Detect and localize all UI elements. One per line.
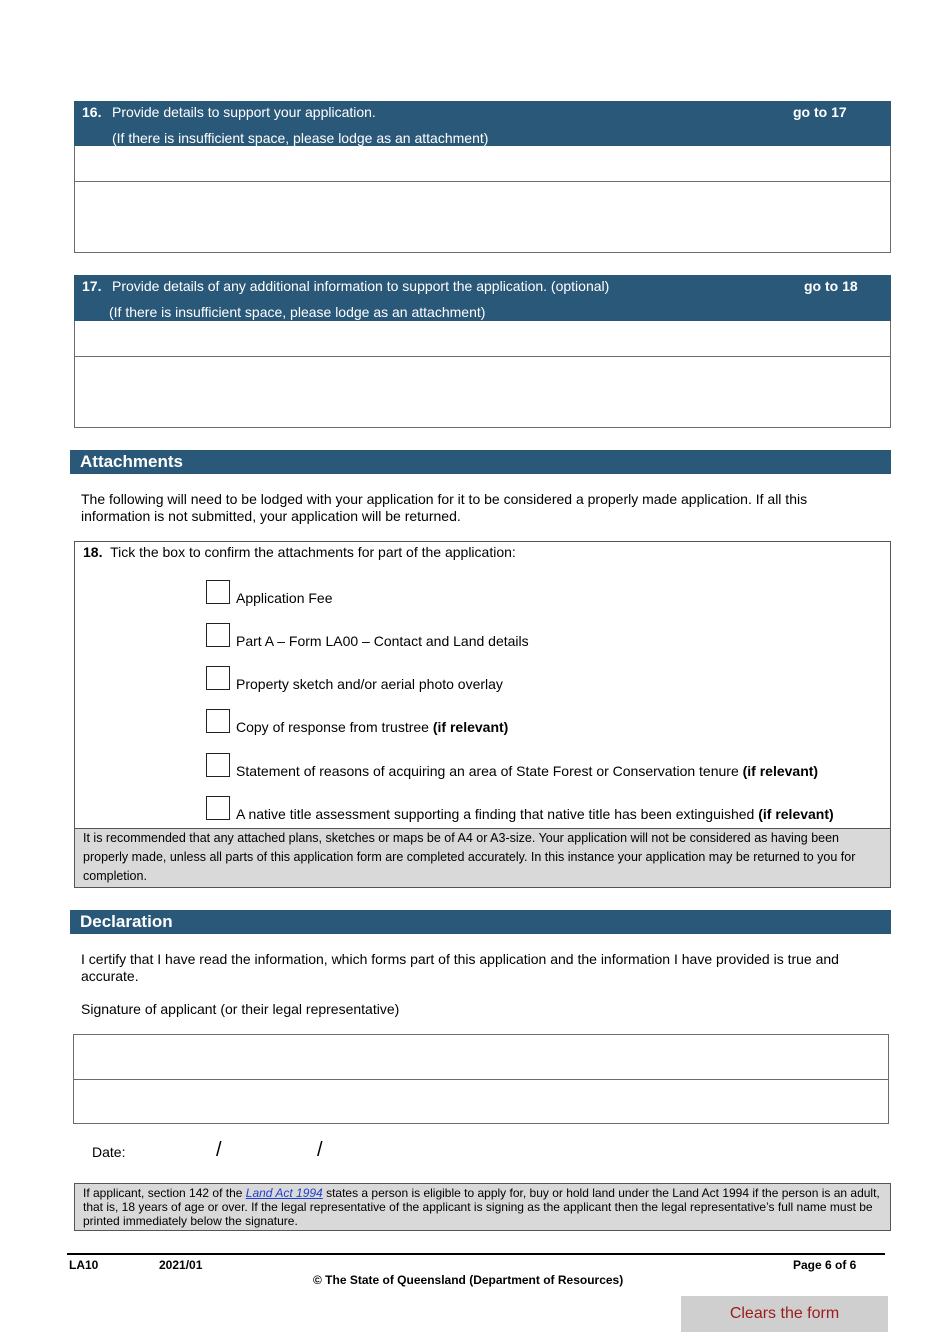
date-month-field[interactable] bbox=[232, 1140, 312, 1162]
date-year-field[interactable] bbox=[333, 1140, 433, 1162]
attachments-intro: The following will need to be lodged with your application for it to be considered a properly made application. If all this information is not submitted, your application will be returned. bbox=[81, 491, 808, 524]
q16-line-3[interactable] bbox=[74, 217, 891, 253]
signature-field[interactable] bbox=[73, 1034, 889, 1080]
attachment-label: Statement of reasons of acquiring an area of State Forest or Conservation tenure (if relevant) bbox=[236, 763, 819, 779]
checkbox-application-fee[interactable] bbox=[206, 580, 230, 604]
attachment-label: A native title assessment supporting a finding that native title has been extinguished (if relevant) bbox=[236, 806, 834, 822]
q16-goto: go to 17 bbox=[793, 104, 847, 120]
date-separator-2: / bbox=[317, 1139, 323, 1161]
q16-title: Provide details to support your application. bbox=[112, 104, 376, 120]
signature-label: Signature of applicant (or their legal representative) bbox=[81, 1001, 400, 1017]
date-separator-1: / bbox=[216, 1139, 222, 1161]
q17-title: Provide details of any additional information to support the application. (optional) bbox=[112, 278, 610, 294]
q17-line-1[interactable] bbox=[74, 321, 891, 357]
attachment-label: Copy of response from trustree (if relevant) bbox=[236, 719, 509, 735]
footer-divider bbox=[67, 1253, 885, 1255]
date-label: Date: bbox=[92, 1144, 126, 1160]
clear-form-button[interactable]: Clears the form bbox=[681, 1296, 888, 1332]
footer-version: 2021/01 bbox=[159, 1258, 203, 1272]
footer-form-code: LA10 bbox=[69, 1258, 99, 1272]
q17-line-2[interactable] bbox=[74, 357, 891, 393]
q16-subtitle: (If there is insufficient space, please lodge as an attachment) bbox=[112, 130, 489, 146]
q16-line-2[interactable] bbox=[74, 182, 891, 218]
q17-number: 17. bbox=[82, 278, 102, 294]
checkbox-part-a-form[interactable] bbox=[206, 623, 230, 647]
q17-line-3[interactable] bbox=[74, 392, 891, 428]
footer-page-number: Page 6 of 6 bbox=[793, 1258, 857, 1272]
q17-header bbox=[74, 275, 891, 321]
q18-text: Tick the box to confirm the attachments for part of the application: bbox=[110, 544, 516, 560]
q18-number: 18. bbox=[83, 544, 103, 560]
land-act-link[interactable]: Land Act 1994 bbox=[245, 1186, 323, 1200]
declaration-certify: I certify that I have read the information, which forms part of this application and the information I have provided is true and accurate. bbox=[81, 951, 839, 984]
checkbox-property-sketch[interactable] bbox=[206, 666, 230, 690]
attachment-label: Part A – Form LA00 – Contact and Land details bbox=[236, 633, 529, 649]
attachment-label: Property sketch and/or aerial photo overlay bbox=[236, 676, 503, 692]
attachments-note: It is recommended that any attached plans, sketches or maps be of A4 or A3-size. Your application will not be considered as having been properly made, unless all parts of this application form are completed accurately. In this instance your application may be returned to you for completion. bbox=[74, 828, 891, 888]
declaration-heading: Declaration bbox=[70, 910, 891, 934]
signature-name-field[interactable] bbox=[73, 1080, 889, 1124]
attachment-label: Application Fee bbox=[236, 590, 333, 606]
date-day-field[interactable] bbox=[135, 1140, 210, 1162]
checkbox-native-title[interactable] bbox=[206, 796, 230, 820]
declaration-note: If applicant, section 142 of the Land Act 1994 states a person is eligible to apply for, buy or hold land under the Land Act 1994 if the person is an adult, that is, 18 years of age or over. If the legal representative of the applicant is signing as the applicant then the legal representative’s full name must be printed immediately below the signature. bbox=[74, 1183, 891, 1231]
checkbox-trustee-response[interactable] bbox=[206, 709, 230, 733]
attachments-heading: Attachments bbox=[70, 450, 891, 474]
q17-goto: go to 18 bbox=[804, 278, 858, 294]
checkbox-statement-of-reasons[interactable] bbox=[206, 753, 230, 777]
q17-subtitle: (If there is insufficient space, please lodge as an attachment) bbox=[109, 304, 486, 320]
q16-line-1[interactable] bbox=[74, 146, 891, 182]
q18-question bbox=[83, 544, 516, 560]
q16-number: 16. bbox=[82, 104, 102, 120]
q16-header bbox=[74, 101, 891, 146]
footer-copyright: © The State of Queensland (Department of Resources) bbox=[313, 1273, 624, 1287]
